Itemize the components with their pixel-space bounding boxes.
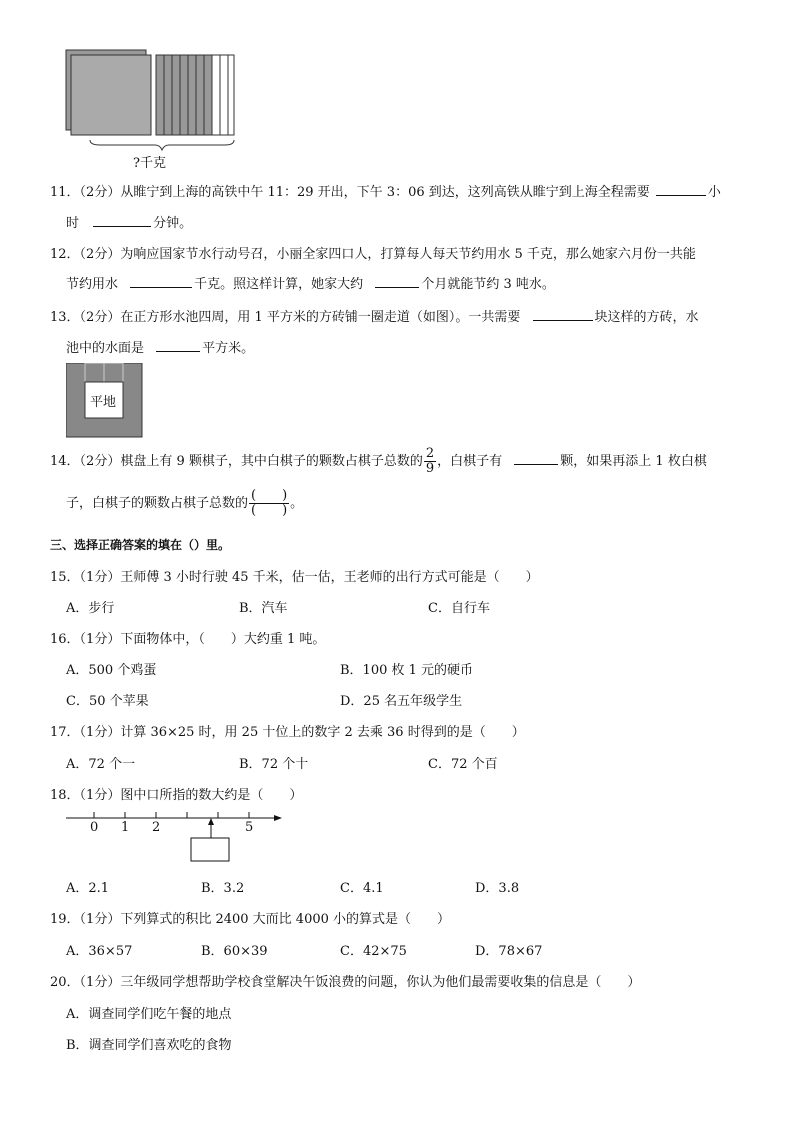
- q13-blank-area[interactable]: [156, 337, 200, 352]
- weight-unknown-label: ?千克: [133, 156, 166, 171]
- q13-line2: 池中的水面是 平方米。: [66, 337, 254, 356]
- q17-option-a[interactable]: A．72 个一: [66, 757, 136, 772]
- q20-option-b[interactable]: B．调查同学们喜欢吃的食物: [66, 1038, 232, 1053]
- q19-option-d[interactable]: D．78×67: [475, 944, 543, 959]
- q15-option-a[interactable]: A．步行: [66, 601, 115, 616]
- q17-stem: 17．（1分）计算 36×25 时，用 25 十位上的数字 2 去乘 36 时得到的是（ ）: [50, 725, 525, 740]
- q11-blank-minutes[interactable]: [93, 212, 151, 227]
- fraction-two-ninths: $\frac{2}{9}$: [425, 446, 435, 476]
- q15-option-c[interactable]: C．自行车: [428, 601, 490, 616]
- q11-unit1: 小: [707, 185, 721, 200]
- q14-blank-fraction[interactable]: $\frac{( )}{( )}$: [251, 488, 288, 518]
- tick-0: 0: [90, 820, 99, 835]
- q19-option-a[interactable]: A．36×57: [66, 944, 133, 959]
- q13-line1: 13．（2分）在正方形水池四周，用 1 平方米的方砖铺一圈走道（如图）。一共需要 块这样的方砖，水: [50, 306, 699, 325]
- q11-text: 11．（2分）从睢宁到上海的高铁中午 11：29 开出，下午 3：06 到达，这列高铁从睢宁到上海全程需要: [50, 185, 650, 200]
- q11-unit2b: 分钟。: [153, 216, 193, 231]
- pool-label: 平地: [90, 395, 117, 410]
- strip-bars: [156, 55, 234, 135]
- q16-option-a[interactable]: A．500 个鸡蛋: [66, 663, 157, 678]
- q12-line1: 12．（2分）为响应国家节水行动号召，小丽全家四口人，打算每人每天节约用水 5 千克，那么她家六月份一共能: [50, 247, 696, 262]
- q20-option-a[interactable]: A．调查同学们吃午餐的地点: [66, 1007, 232, 1022]
- q16-option-d[interactable]: D．25 名五年级学生: [340, 694, 463, 709]
- q11-unit2a: 时: [66, 216, 80, 231]
- tick-2: 2: [152, 820, 161, 835]
- q12-blank-kg[interactable]: [130, 273, 192, 288]
- q16-option-c[interactable]: C．50 个苹果: [66, 694, 149, 709]
- q20-stem: 20．（1分）三年级同学想帮助学校食堂解决午饭浪费的问题，你认为他们最需要收集的信息是（ ）: [50, 975, 641, 990]
- q15-option-b[interactable]: B．汽车: [239, 601, 288, 616]
- q12-blank-months[interactable]: [375, 273, 419, 288]
- q16-stem: 16．（1分）下面物体中，（ ）大约重 1 吨。: [50, 632, 326, 647]
- q12-line2: 节约用水 千克。照这样计算，她家大约 个月就能节约 3 吨水。: [66, 273, 555, 292]
- q18-option-c[interactable]: C．4.1: [340, 881, 384, 896]
- brace: [90, 140, 234, 150]
- q18-option-b[interactable]: B．3.2: [201, 881, 245, 896]
- q19-option-c[interactable]: C．42×75: [340, 944, 407, 959]
- q11-line2: [66, 212, 192, 231]
- q16-option-b[interactable]: B．100 枚 1 元的硬币: [340, 663, 474, 678]
- q15-stem: 15．（1分）王师傅 3 小时行驶 45 千米，估一估，王老师的出行方式可能是（ ）: [50, 570, 539, 585]
- q13-blank-tiles[interactable]: [533, 306, 593, 321]
- q14-line1: 14．（2分）棋盘上有 9 颗棋子，其中白棋子的颗数占棋子总数的 $\frac{2}{9}$ ，白棋子有 颗，如果再添上 1 枚白棋: [50, 446, 707, 476]
- q18-option-a[interactable]: A．2.1: [66, 881, 110, 896]
- q11-blank-hours[interactable]: [656, 181, 706, 196]
- number-line: [60, 806, 290, 866]
- q17-option-b[interactable]: B．72 个十: [239, 757, 309, 772]
- section3-title: 三、选择正确答案的填在（）里。: [50, 538, 231, 552]
- q18-stem: 18．（1分）图中口所指的数大约是（ ）: [50, 788, 303, 803]
- tick-5: 5: [245, 820, 254, 835]
- q11: [50, 181, 721, 200]
- q14-blank-count[interactable]: [514, 450, 558, 465]
- q14-line2: 子，白棋子的颗数占棋子总数的 $\frac{( )}{( )}$ 。: [66, 488, 304, 518]
- q18-option-d[interactable]: D．3.8: [475, 881, 520, 896]
- tick-1: 1: [121, 820, 130, 835]
- q17-option-c[interactable]: C．72 个百: [428, 757, 498, 772]
- q19-stem: 19．（1分）下列算式的积比 2400 大而比 4000 小的算式是（ ）: [50, 912, 451, 927]
- q19-option-b[interactable]: B．60×39: [201, 944, 268, 959]
